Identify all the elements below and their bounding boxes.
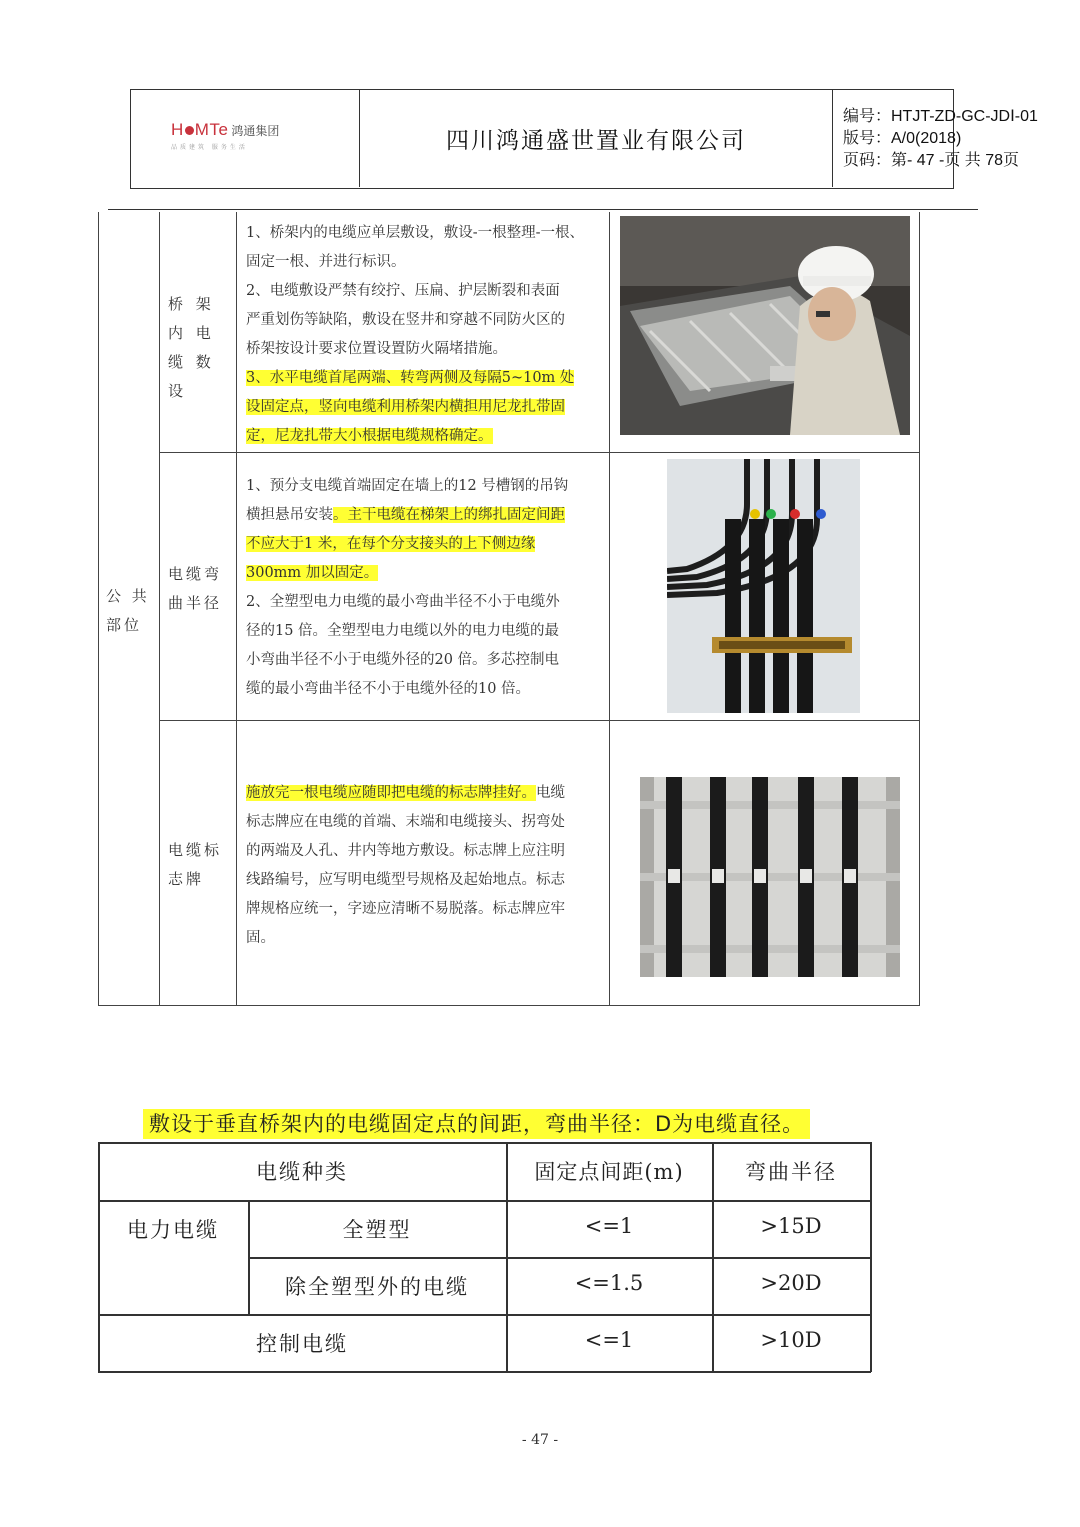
description-line (246, 924, 606, 953)
header-divider (108, 209, 978, 210)
highlighted-text: 3、水平电缆首尾两端、转弯两侧及每隔5~10m 处 (246, 370, 575, 386)
doc-code: 编号：HTJT-ZD-GC-JDⅠ-01 (843, 108, 1038, 125)
description-line (246, 779, 606, 808)
doc-version: 版号：A/0(2018) (843, 130, 962, 147)
highlighted-text: 设固定点，竖向电缆利用桥架内横担用尼龙扎带固 (246, 399, 565, 415)
highlighted-text: 。主干电缆在梯架上的绑扎固定间距 (333, 507, 565, 523)
highlighted-text: 定，尼龙扎带大小根据电缆规格确定。 (246, 428, 493, 444)
text-span: 的两端及人孔、井内等地方敷设。标志牌上应注明 (246, 843, 565, 859)
spec-row2-spacing: <=1.5 (574, 1271, 644, 1295)
spec-header-radius: 弯曲半径 (745, 1160, 837, 1184)
highlighted-text: 施放完一根电缆应随即把电缆的标志牌挂好。 (246, 785, 536, 801)
text-span: 桥架按设计要求位置设置防火隔堵措施。 (246, 341, 507, 357)
description-line (246, 248, 606, 277)
row2-description (246, 472, 606, 704)
description-line (246, 808, 606, 837)
spec-row2-radius: >20D (760, 1271, 822, 1295)
description-line (246, 588, 606, 617)
text-span: 2、电缆敷设严禁有绞拧、压扁、护层断裂和表面 (246, 283, 560, 299)
spec-row3-type: 控制电缆 (256, 1332, 348, 1356)
description-line (246, 472, 606, 501)
spec-row1-radius: >15D (760, 1214, 822, 1238)
text-span: 标志牌应在电缆的首端、末端和电缆接头、拐弯处 (246, 814, 565, 830)
logo-tagline: 品质建筑 服务生活 (171, 144, 248, 151)
company-name: 四川鸿通盛世置业有限公司 (360, 90, 833, 187)
description-line (246, 837, 606, 866)
highlighted-text: 300mm 加以固定。 (246, 565, 379, 581)
description-line (246, 335, 606, 364)
description-line (246, 306, 606, 335)
text-span: 缆的最小弯曲半径不小于电缆外径的10 倍。 (246, 681, 531, 697)
row2-item-label: 电缆弯 曲半径 (168, 565, 223, 612)
description-line (246, 646, 606, 675)
text-span: 电缆 (536, 785, 565, 801)
page-number: - 47 - (521, 1432, 559, 1448)
description-line (246, 559, 606, 588)
row2-photo (667, 459, 860, 713)
spec-group-power: 电力电缆 (127, 1218, 219, 1242)
row1-item-label: 桥 架 内 电 缆 数 设 (168, 295, 215, 400)
row1-photo (620, 216, 910, 435)
text-span: 1、预分支电缆首端固定在墙上的12 号槽钢的吊钩 (246, 478, 569, 494)
text-span: 小弯曲半径不小于电缆外径的20 倍。多芯控制电 (246, 652, 560, 668)
description-line (246, 501, 606, 530)
spec-row3-radius: >10D (760, 1328, 822, 1352)
spec-header-spacing: 固定点间距(m) (534, 1160, 684, 1184)
description-line (246, 530, 606, 559)
description-line (246, 866, 606, 895)
text-span: 固。 (246, 930, 275, 946)
highlighted-text: 不应大于1 米，在每个分支接头的上下侧边缘 (246, 536, 536, 552)
doc-page: 页码：第- 47 -页 共 78页 (843, 152, 1020, 169)
spec-row2-type: 除全塑型外的电缆 (285, 1275, 469, 1299)
document-header (130, 89, 1038, 189)
logo-cell (131, 90, 360, 187)
spec-row1-type: 全塑型 (342, 1218, 412, 1242)
row3-photo (640, 777, 900, 977)
text-span: 2、全塑型电力电缆的最小弯曲半径不小于电缆外 (246, 594, 560, 610)
text-span: 径的15 倍。全塑型电力电缆以外的电力电缆的最 (246, 623, 560, 639)
doc-meta (833, 90, 1038, 187)
text-span: 线路编号，应写明电缆型号规格及起始地点。标志 (246, 872, 565, 888)
description-line (246, 277, 606, 306)
spec-row3-spacing: <=1 (584, 1328, 634, 1352)
category-label: 公 共 部位 (106, 587, 150, 634)
logo-name: 鸿通集团 (231, 124, 280, 138)
spec-header-type: 电缆种类 (256, 1160, 348, 1184)
text-span: 1、桥架内的电缆应单层敷设，敷设-一根整理-一根、 (246, 225, 585, 241)
text-span: 横担悬吊安装 (246, 507, 333, 523)
spec-title: 敷设于垂直桥架内的电缆固定点的间距，弯曲半径：D为电缆直径。 (143, 1109, 810, 1139)
description-line (246, 393, 606, 422)
row3-item-label: 电缆标 志牌 (168, 841, 223, 888)
description-line (246, 219, 606, 248)
description-line (246, 617, 606, 646)
text-span: 严重划伤等缺陷，敷设在竖井和穿越不同防火区的 (246, 312, 565, 328)
row1-description (246, 219, 606, 451)
text-span: 固定一根、并进行标识。 (246, 254, 406, 270)
description-line (246, 364, 606, 393)
description-line (246, 675, 606, 704)
company-logo: H MTe 鸿通集团 品质建筑 服务生活 (171, 120, 331, 160)
description-line (246, 895, 606, 924)
spec-row1-spacing: <=1 (584, 1214, 634, 1238)
description-line (246, 422, 606, 451)
row3-description (246, 779, 606, 953)
text-span: 牌规格应统一，字迹应清晰不易脱落。标志牌应牢 (246, 901, 565, 917)
